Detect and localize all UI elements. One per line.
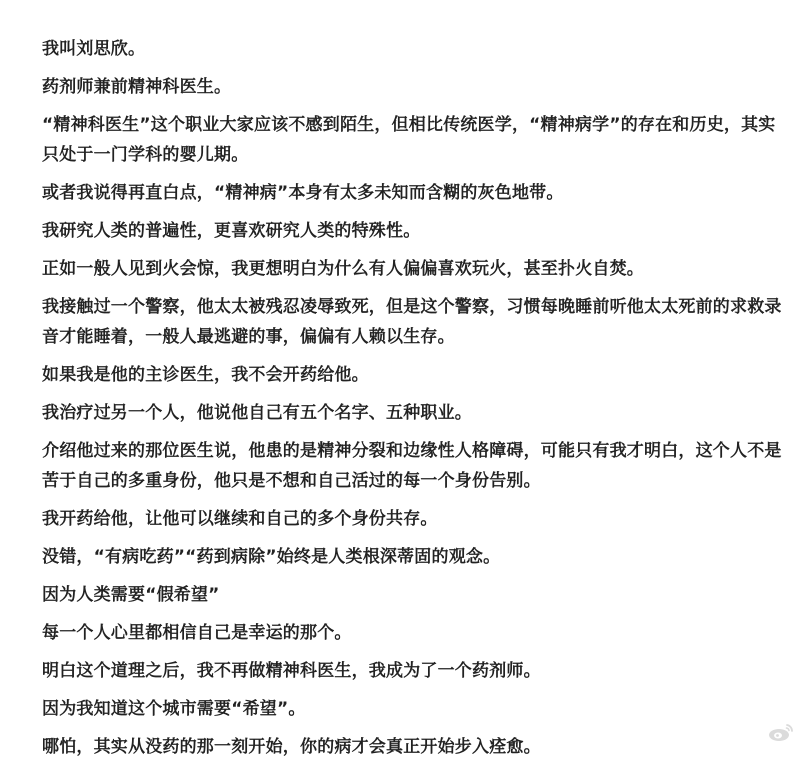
paragraph: 每一个人心里都相信自己是幸运的那个。: [42, 623, 352, 643]
paragraph: 我开药给他，让他可以继续和自己的多个身份共存。: [42, 509, 438, 529]
paragraph: 介绍他过来的那位医生说，他患的是精神分裂和边缘性人格障碍，可能只有我才明白，这个人不是苦于自己的多重身份，他只是不想和自己活过的每一个身份告别。: [42, 441, 782, 491]
paragraph: 因为我知道这个城市需要“希望”。: [42, 699, 306, 719]
article-body: [42, 34, 788, 770]
watermark: [768, 722, 794, 742]
paragraph: 因为人类需要“假希望”: [42, 585, 220, 605]
paragraph: 我叫刘思欣。: [42, 39, 146, 59]
paragraph: 我治疗过另一个人，他说他自己有五个名字、五种职业。: [42, 403, 472, 423]
paragraph: 哪怕，其实从没药的那一刻开始，你的病才会真正开始步入痊愈。: [42, 737, 541, 757]
paragraph: 或者我说得再直白点，“精神病”本身有太多未知而含糊的灰色地带。: [42, 183, 564, 203]
paragraph: 药剂师兼前精神科医生。: [42, 77, 232, 97]
paragraph: 明白这个道理之后，我不再做精神科医生，我成为了一个药剂师。: [42, 661, 541, 681]
paragraph: “精神科医生”这个职业大家应该不感到陌生，但相比传统医学，“精神病学”的存在和历史，其实只处于一门学科的婴儿期。: [42, 115, 776, 165]
weibo-logo-icon: [768, 722, 794, 742]
paragraph: 没错，“有病吃药”“药到病除”始终是人类根深蒂固的观念。: [42, 547, 501, 567]
paragraph: 我接触过一个警察，他太太被残忍凌辱致死，但是这个警察，习惯每晚睡前听他太太死前的求救录音才能睡着，一般人最逃避的事，偏偏有人赖以生存。: [42, 297, 782, 347]
paragraph: 如果我是他的主诊医生，我不会开药给他。: [42, 365, 369, 385]
paragraph: 我研究人类的普遍性，更喜欢研究人类的特殊性。: [42, 221, 421, 241]
paragraph: 正如一般人见到火会惊，我更想明白为什么有人偏偏喜欢玩火，甚至扑火自焚。: [42, 259, 644, 279]
